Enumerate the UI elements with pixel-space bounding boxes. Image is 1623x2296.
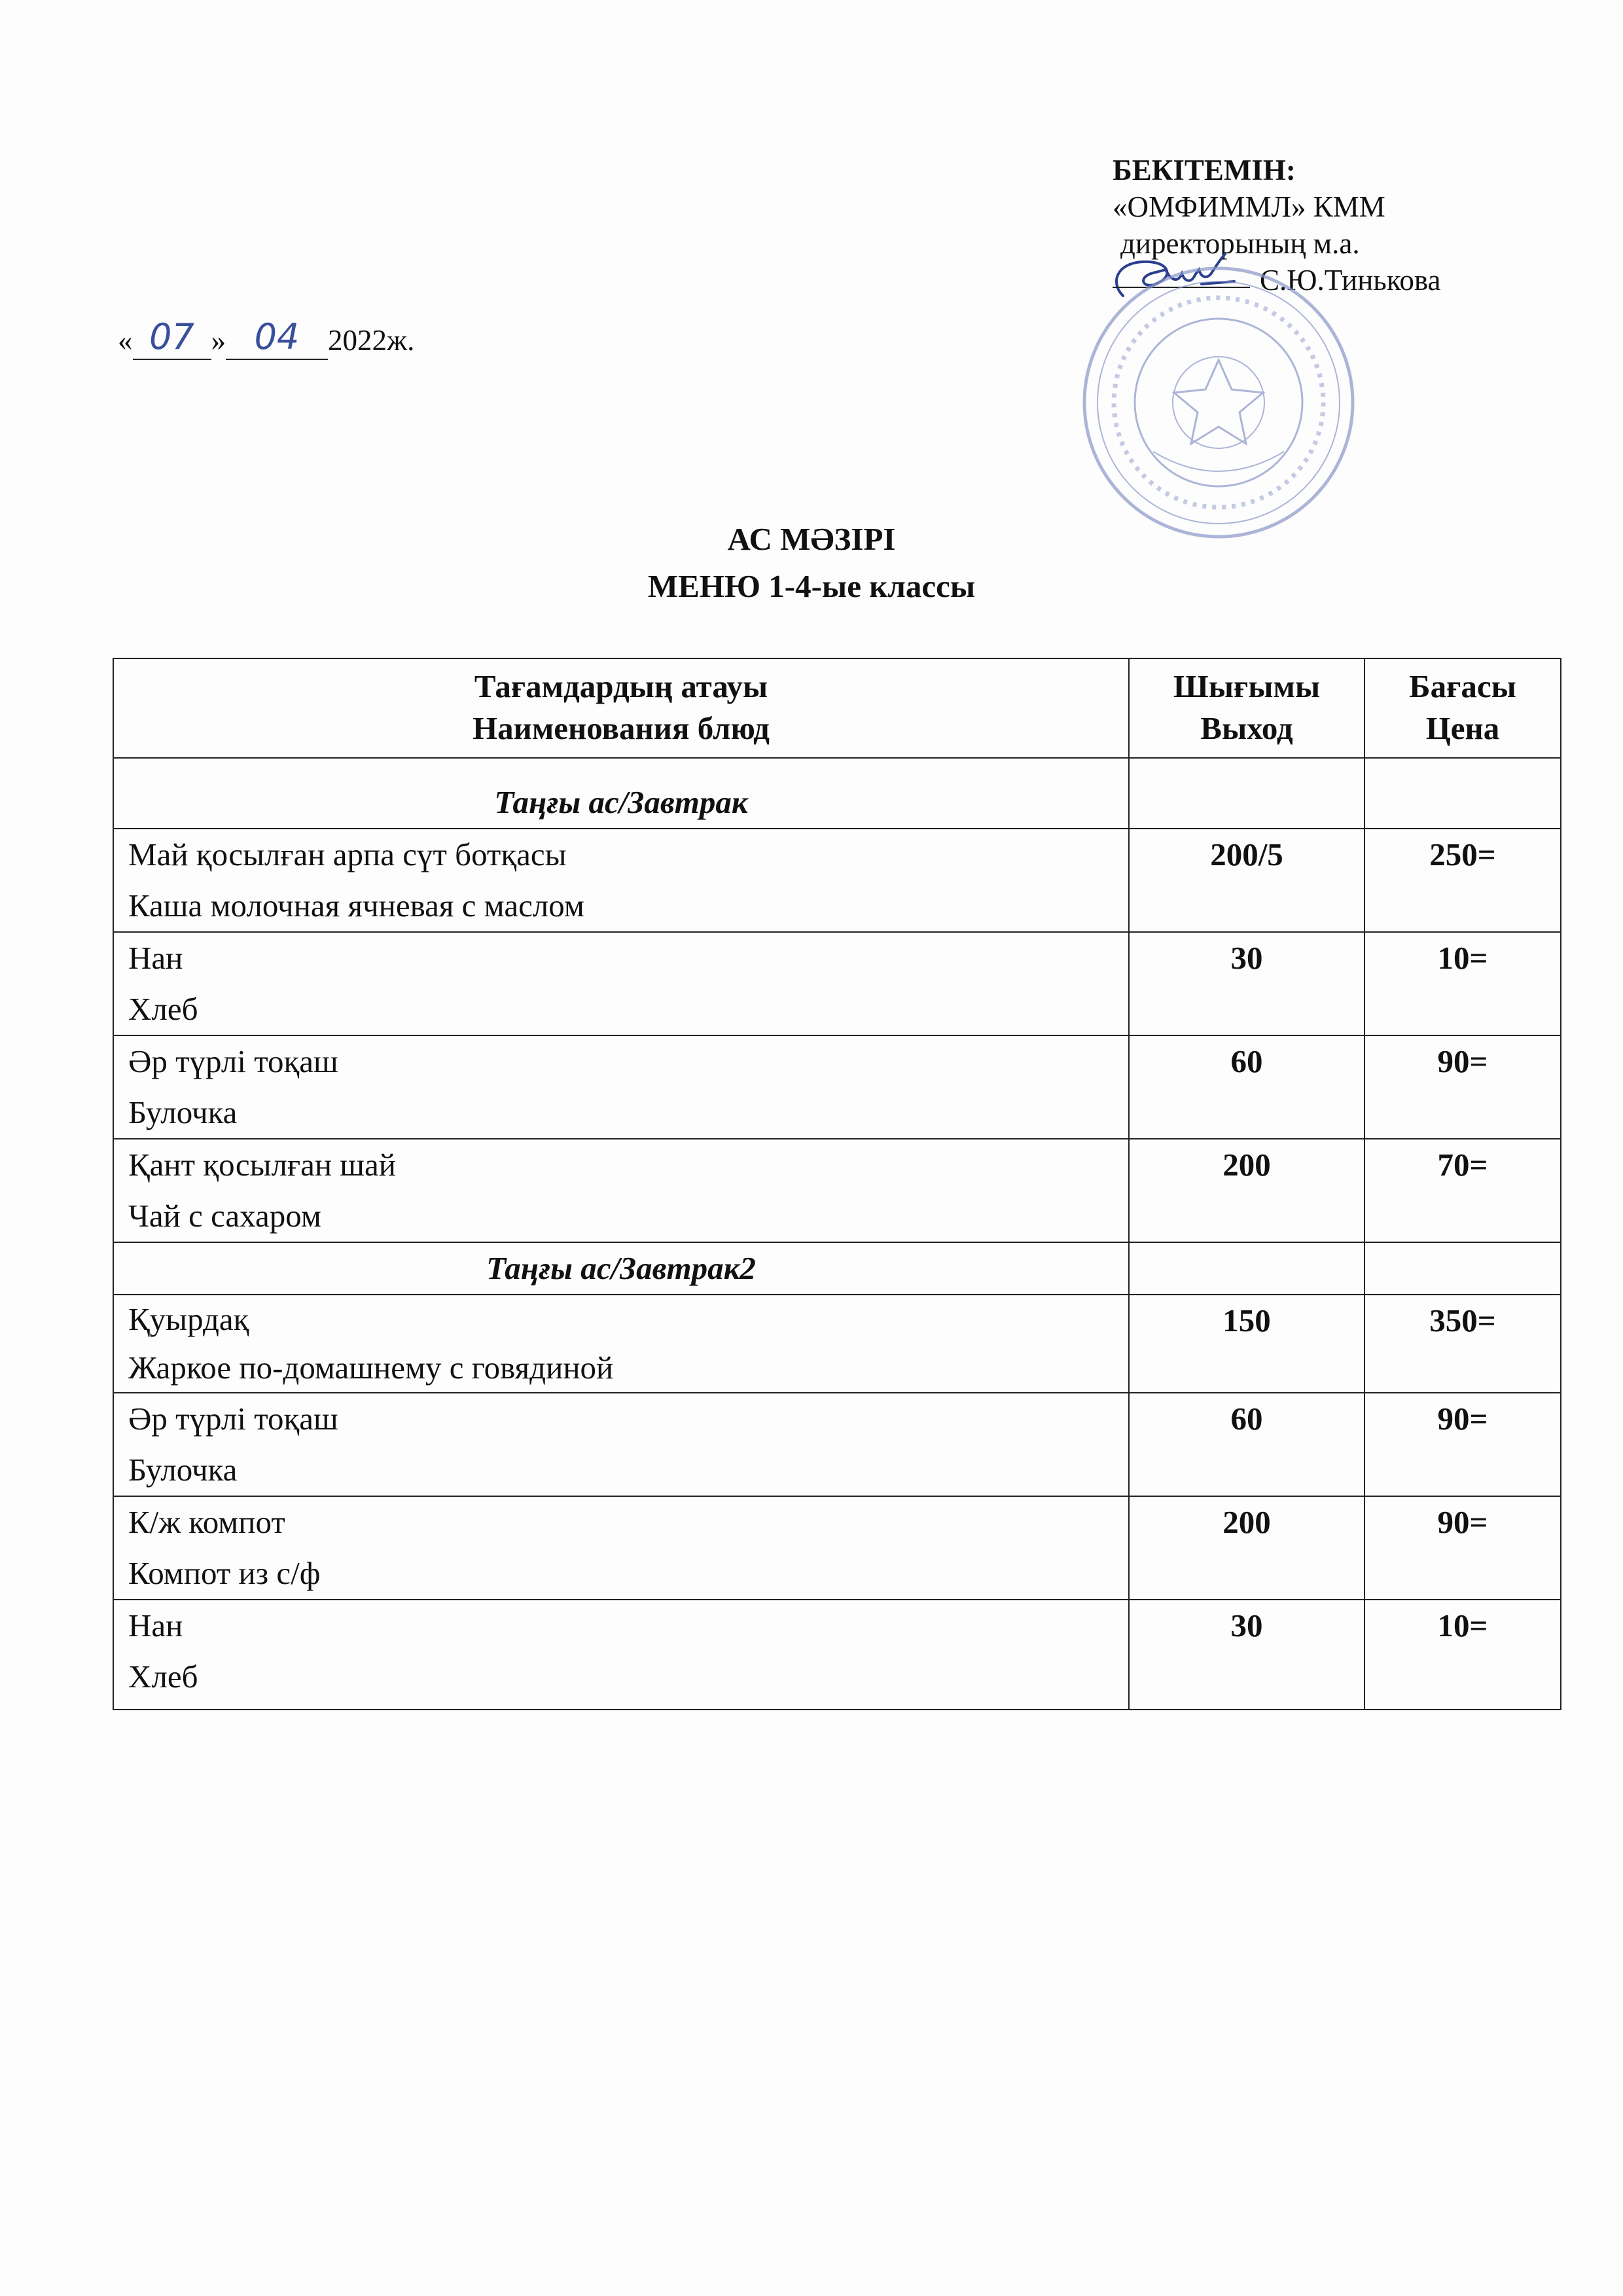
date-year: 2022ж.	[328, 324, 415, 357]
table-header-row	[113, 658, 1561, 758]
dish-name-kz: Нан	[128, 940, 183, 976]
dish-price: 90=	[1364, 1035, 1561, 1139]
dish-name-kz: Қант қосылған шай	[128, 1147, 396, 1183]
signer-name: С.Ю.Тинькова	[1260, 264, 1441, 296]
header-output	[1129, 658, 1364, 758]
official-seal-stamp	[1055, 255, 1382, 550]
menu-title-kz: АС МӘЗІРІ	[727, 521, 896, 557]
dish-name-cell	[113, 932, 1129, 1035]
header-dish-name	[113, 658, 1129, 758]
section-empty-cell	[1364, 758, 1561, 829]
table-row	[113, 932, 1561, 1035]
dish-name-ru: Булочка	[128, 1094, 238, 1130]
dish-name-ru: Хлеб	[128, 1659, 198, 1695]
dish-name-kz: Нан	[128, 1607, 183, 1643]
dish-price: 350=	[1364, 1295, 1561, 1393]
dish-name-cell	[113, 1496, 1129, 1600]
menu-table	[113, 658, 1561, 1710]
table-row	[113, 1600, 1561, 1710]
table-row	[113, 1496, 1561, 1600]
table-row	[113, 829, 1561, 932]
dish-name-kz: Қуырдақ	[128, 1301, 249, 1337]
dish-name-ru: Хлеб	[128, 991, 198, 1027]
dish-name-cell	[113, 1295, 1129, 1393]
header-dish-name-ru: Наименования блюд	[473, 710, 770, 746]
approval-organization: «ОМФИММЛ» КММ	[1113, 190, 1385, 223]
header-price-ru: Цена	[1425, 710, 1500, 746]
header-dish-name-kz: Тағамдардың атауы	[474, 668, 768, 704]
date-day-blank	[133, 316, 211, 360]
section-empty-cell	[1129, 758, 1364, 829]
dish-name-ru: Жаркое по-домашнему с говядиной	[128, 1350, 614, 1386]
dish-output: 60	[1129, 1035, 1364, 1139]
table-row	[113, 1295, 1561, 1393]
dish-output: 30	[1129, 1600, 1364, 1710]
dish-name-kz: Әр түрлі тоқаш	[128, 1401, 338, 1437]
section-empty-cell	[1129, 1242, 1364, 1295]
dish-output: 150	[1129, 1295, 1364, 1393]
dish-output: 30	[1129, 932, 1364, 1035]
approval-position: директорының м.а.	[1120, 227, 1360, 260]
menu-title-ru: МЕНЮ 1-4-ые классы	[647, 568, 976, 604]
date-month: 04	[254, 316, 300, 357]
date-open-quote: «	[118, 324, 133, 357]
dish-output: 200	[1129, 1139, 1364, 1242]
dish-name-cell	[113, 1600, 1129, 1710]
dish-name-ru: Каша молочная ячневая с маслом	[128, 888, 584, 924]
dish-price: 10=	[1364, 1600, 1561, 1710]
section-row	[113, 1242, 1561, 1295]
header-output-kz: Шығымы	[1173, 668, 1321, 704]
dish-name-ru: Булочка	[128, 1452, 238, 1488]
approval-date	[118, 316, 415, 360]
header-output-ru: Выход	[1200, 710, 1293, 746]
dish-output: 200	[1129, 1496, 1364, 1600]
date-day: 07	[149, 316, 194, 357]
dish-name-kz: Май қосылған арпа сүт ботқасы	[128, 836, 567, 872]
dish-name-cell	[113, 1035, 1129, 1139]
dish-price: 250=	[1364, 829, 1561, 932]
table-row	[113, 1393, 1561, 1496]
section-title: Таңғы ас/Завтрак	[113, 758, 1129, 829]
dish-name-ru: Компот из с/ф	[128, 1555, 321, 1591]
header-price-kz: Бағасы	[1409, 668, 1516, 704]
table-row	[113, 1035, 1561, 1139]
dish-name-kz: Әр түрлі тоқаш	[128, 1043, 338, 1079]
menu-heading	[0, 516, 1623, 610]
dish-price: 90=	[1364, 1393, 1561, 1496]
dish-price: 70=	[1364, 1139, 1561, 1242]
date-month-blank	[226, 316, 328, 360]
dish-name-kz: К/ж компот	[128, 1504, 285, 1540]
header-price	[1364, 658, 1561, 758]
dish-price: 90=	[1364, 1496, 1561, 1600]
dish-output: 60	[1129, 1393, 1364, 1496]
section-row	[113, 758, 1561, 829]
section-title: Таңғы ас/Завтрак2	[113, 1242, 1129, 1295]
dish-name-cell	[113, 829, 1129, 932]
dish-price: 10=	[1364, 932, 1561, 1035]
date-close-quote: »	[211, 324, 226, 357]
dish-name-cell	[113, 1139, 1129, 1242]
approval-title: БЕКІТЕМІН:	[1113, 154, 1296, 187]
dish-name-ru: Чай с сахаром	[128, 1198, 321, 1234]
dish-output: 200/5	[1129, 829, 1364, 932]
dish-name-cell	[113, 1393, 1129, 1496]
table-row	[113, 1139, 1561, 1242]
section-empty-cell	[1364, 1242, 1561, 1295]
